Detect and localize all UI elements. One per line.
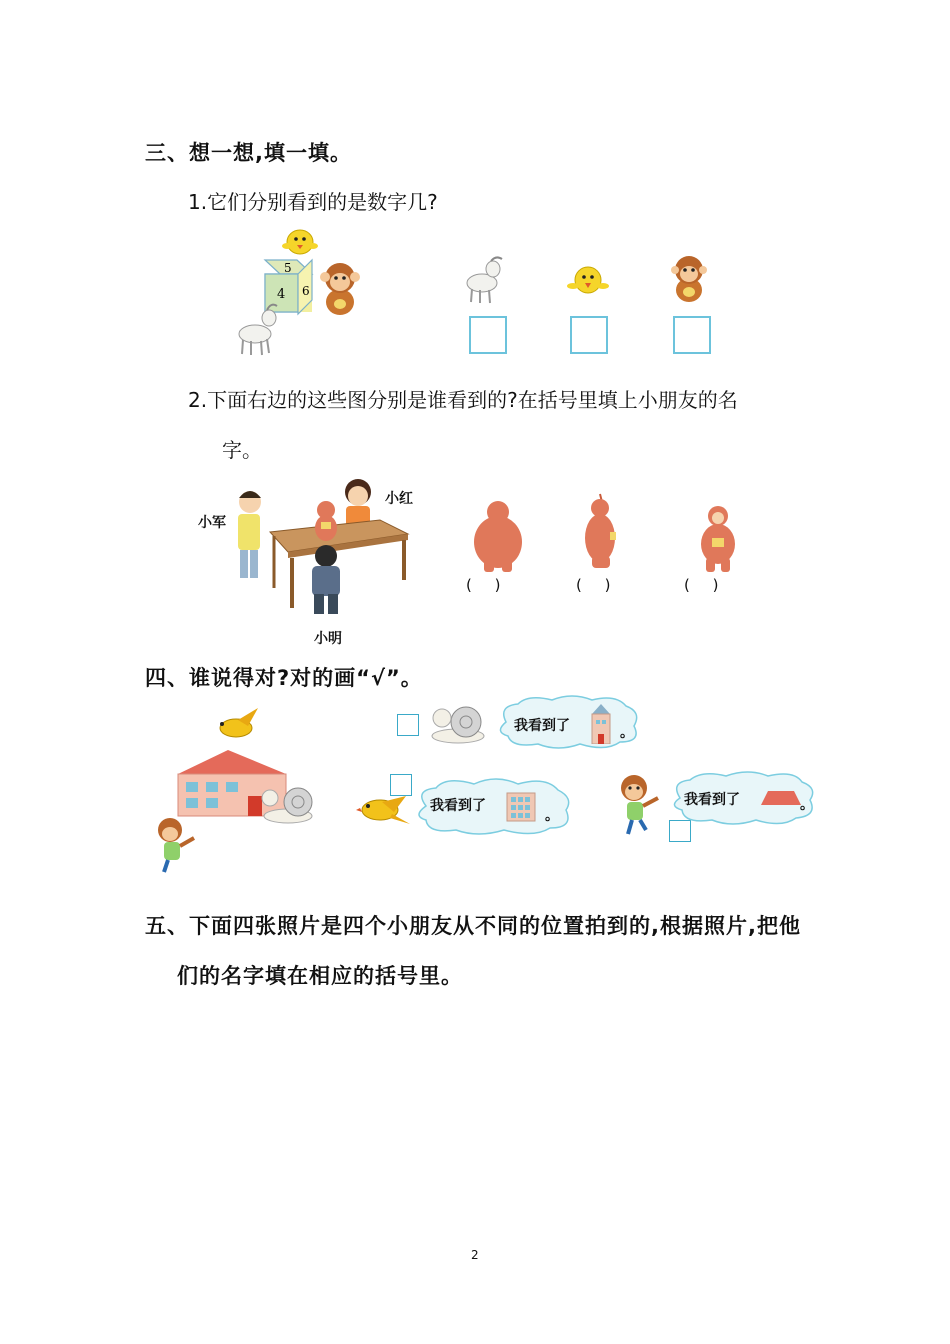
building-front-icon (506, 792, 536, 822)
monkey-icon (320, 263, 360, 315)
tall-building-icon (590, 704, 612, 744)
monkey-icon (158, 818, 194, 872)
answer-box-monkey[interactable] (673, 316, 711, 354)
question-2: 2.下面右边的这些图分别是谁看到的?在括号里填上小朋友的名 (188, 388, 738, 412)
answer-box-chick[interactable] (570, 316, 608, 354)
boy-figure-left (238, 491, 261, 578)
number-cube (265, 260, 312, 314)
goat-icon (462, 255, 508, 305)
toy-back-view (470, 498, 526, 574)
cube-front-number: 4 (277, 287, 286, 302)
cube-side-number: 6 (302, 284, 310, 298)
chick-icon (282, 230, 318, 254)
section5-heading: 五、下面四张照片是四个小朋友从不同的位置拍到的,根据照片,把他 (145, 914, 801, 938)
trapezoid-roof-icon (760, 790, 802, 806)
section4-heading: 四、谁说得对?对的画“√”。 (145, 666, 423, 690)
bubble-end-monkey: 。 (800, 797, 814, 813)
answer-paren-2[interactable]: ( ) (576, 576, 611, 594)
cube-scene-illustration (225, 222, 375, 360)
answer-box-goat[interactable] (469, 316, 507, 354)
toy-figure (315, 501, 337, 541)
question-2-continued: 字。 (222, 438, 262, 462)
name-label-xiaojun: 小军 (198, 515, 226, 531)
house-scene-illustration (148, 706, 318, 876)
page-number: 2 (471, 1248, 479, 1262)
bird-icon (356, 790, 412, 830)
name-label-xiaohong: 小红 (385, 491, 413, 507)
bubble-text-monkey: 我看到了 (684, 792, 740, 808)
boy-figure-front (312, 545, 340, 614)
toy-side-view (580, 492, 622, 574)
chick-icon (566, 260, 610, 302)
goat-icon (239, 305, 277, 355)
monkey-icon (612, 772, 664, 836)
answer-paren-1[interactable]: ( ) (466, 576, 501, 594)
section3-heading: 三、想一想,填一填。 (145, 141, 352, 165)
toy-front-view (694, 500, 742, 574)
name-label-xiaoming: 小明 (314, 631, 342, 647)
bubble-text-bird: 我看到了 (430, 798, 486, 814)
section5-heading-continued: 们的名字填在相应的括号里。 (177, 964, 463, 988)
question-1: 1.它们分别看到的是数字几? (188, 190, 438, 214)
bird-icon (220, 708, 258, 737)
check-box-snail[interactable] (397, 714, 419, 736)
answer-paren-3[interactable]: ( ) (684, 576, 719, 594)
bubble-end-bird: 。 (545, 808, 559, 824)
bubble-end-snail: 。 (620, 725, 634, 741)
cube-top-number: 5 (284, 261, 292, 275)
girl-figure (345, 479, 371, 528)
bubble-text-snail: 我看到了 (514, 718, 570, 734)
snail-icon (430, 700, 486, 744)
snail-icon (262, 788, 312, 823)
monkey-icon (665, 252, 713, 304)
